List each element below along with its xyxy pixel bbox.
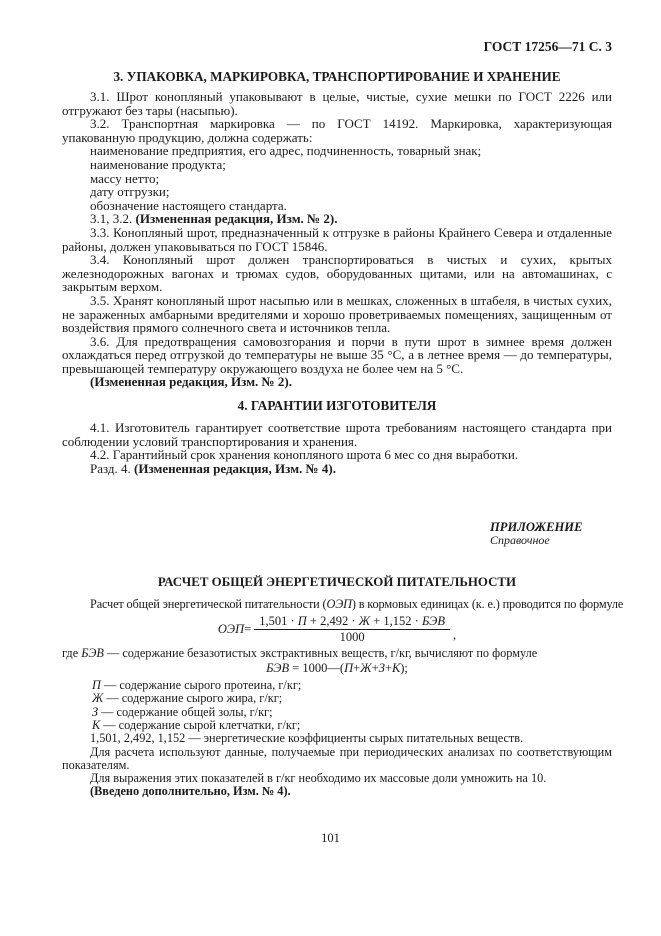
variable-p: П [344,661,354,676]
formula-bev [62,662,612,675]
formula-comma: , [452,627,457,642]
marking-list-item: массу нетто; [90,170,160,186]
paragraph-3-6: 3.6. Для предотвращения самовозгорания и порчи в пути шрот в зимнее время должен охлаждаться перед отгрузкой до температуры не выше 35 °С, а в летнее время — до температуры, превышающей температуру окружающего воздуха не более чем на 5 °С. [62,333,612,376]
coefficient: 1,501 · [259,613,298,628]
amendment-section-4 [62,462,612,476]
appendix-sublabel: Справочное [490,533,550,548]
definition-item [92,679,612,692]
note-paragraph-2: Для выражения этих показателей в г/кг необходимо их массовые доли умножить на 10. [90,771,547,786]
amendment-prefix: Разд. 4. [90,460,135,476]
paragraph-3-5: 3.5. Хранят конопляный шрот насыпью или в мешках, сложенных в штабеля, в чистых сухих, не зараженных амбарными вредителями и хорошо проветриваемых помещениях, защищенным от воздействия прямого солнечного света и источников тепла. [62,292,612,336]
amendment-prefix: 3.1, 3.2. [90,211,136,227]
variable-p: П [297,613,307,628]
definition-text: — содержание сырой клетчатки, г/кг; [100,717,301,732]
definition-item [92,706,612,719]
note-paragraph-1: Для расчета используют данные, получаемые при периодических анализах по соответствующим показателям. [62,744,612,772]
definition-item [92,719,612,732]
marking-list-item: наименование предприятия, его адрес, подчиненность, товарный знак; [90,143,482,159]
equals-sign: = [244,621,252,636]
amendment-section-3: (Измененная редакция, Изм. № 2). [90,374,292,390]
coefficients-line: 1,501, 2,492, 1,152 — энергетические коэффициенты сырых питательных веществ. [90,731,524,746]
variable-k: К [391,661,401,676]
where-text: где [62,645,82,660]
variable-bev: БЭВ [421,613,445,628]
marking-list-item: обозначение настоящего стандарта. [90,197,287,213]
oep-variable: ОЭП [326,597,352,612]
plus-sign: + [371,661,379,676]
variable-k: К [92,717,101,732]
variable-bev: БЭВ [81,645,104,660]
fraction-numerator [254,615,450,630]
fraction-denominator: 1000 [339,629,365,644]
paragraph-3-1: 3.1. Шрот конопляный упаковывают в целые, чистые, сухие мешки по ГОСТ 2226 или отгружают без тары (насыпью). [62,89,612,118]
plus-sign: + [384,661,392,676]
section-4-title: 4. ГАРАНТИИ ИЗГОТОВИТЕЛЯ [237,398,437,414]
definitions-list [62,679,612,732]
definition-text: — содержание сырого жира, г/кг; [103,691,283,706]
variable-p: П [92,678,101,693]
amendment-bold-text: (Измененная редакция, Изм. № 4). [134,460,336,476]
intro-text: Расчет общей энергетической питательности ( [90,597,327,612]
paragraph-4-1: 4.1. Изготовитель гарантирует соответствие шрота требованиям настоящего стандарта при соблюдении условий транспортирования и хранения. [62,420,612,449]
marking-list-item: дату отгрузки; [90,184,170,200]
appendix-title: РАСЧЕТ ОБЩЕЙ ЭНЕРГЕТИЧЕСКОЙ ПИТАТЕЛЬНОСТИ [157,575,517,590]
definition-text: — содержание сырого протеина, г/кг; [100,678,302,693]
appendix-intro [62,597,624,612]
marking-list-item: наименование продукта; [90,156,226,172]
amendment-bold-text: (Измененная редакция, Изм. № 2). [135,211,338,227]
formula-text: ); [400,661,408,676]
where-text: — содержание безазотистых экстрактивных веществ, г/кг, вычисляют по формуле [103,645,538,660]
coefficient: + 2,492 · [306,613,359,628]
definition-item [92,692,612,705]
variable-zh: Ж [92,691,104,706]
formula-lhs: ОЭП [217,621,245,636]
definition-text: — содержание общей золы, г/кг; [98,704,273,719]
coefficient: + 1,152 · [370,613,422,628]
formula-oep [62,615,612,644]
page-number: 101 [321,831,340,845]
variable-z: З [92,704,99,719]
page-header: ГОСТ 17256—71 С. 3 [483,39,612,54]
plus-sign: + [353,661,361,676]
paragraph-3-2: 3.2. Транспортная маркировка — по ГОСТ 14192. Маркировка, характеризующая упакованную продукцию, должна содержать: [62,116,612,145]
fraction [254,615,450,644]
variable-z: З [378,661,385,676]
formula-text: = 1000—( [289,661,345,676]
intro-text: ) в кормовых единицах (к. е.) проводится по формуле [351,597,624,612]
variable-zh: Ж [358,613,371,628]
appendix-label: ПРИЛОЖЕНИЕ [490,520,583,535]
amendment-3-1-3-2 [62,212,612,226]
variable-bev: БЭВ [266,661,290,676]
paragraph-3-4: 3.4. Конопляный шрот должен транспортироваться в чистых и сухих, крытых железнодорожных вагонах и трюмах судов, оборудованных щитами, или на автомашинах, с закрытым верхом. [62,252,612,295]
paragraph-4-2: 4.2. Гарантийный срок хранения конопляного шрота 6 мес со дня выработки. [90,447,519,463]
paragraph-3-3: 3.3. Конопляный шрот, предназначенный к отгрузке в районы Крайнего Севера и отдаленные районы, должен упаковываться по ГОСТ 15846. [62,224,612,254]
appendix-label-block [490,521,612,547]
variable-zh: Ж [360,661,372,676]
appendix-amendment: (Введено дополнительно, Изм. № 4). [90,784,291,799]
where-clause [62,647,612,660]
section-3-title: 3. УПАКОВКА, МАРКИРОВКА, ТРАНСПОРТИРОВАНИЕ И ХРАНЕНИЕ [113,69,561,84]
